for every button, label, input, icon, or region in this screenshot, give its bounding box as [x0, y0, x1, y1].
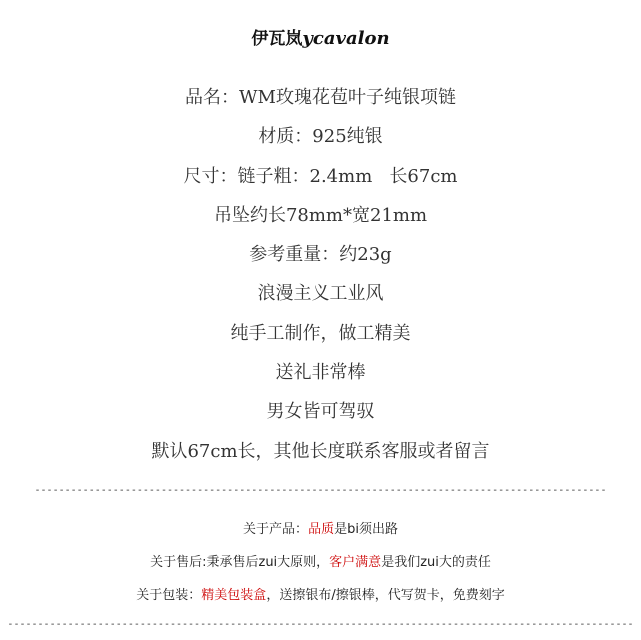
note-product: [0, 513, 641, 546]
note-product-suffix: 是bi须出路: [334, 522, 398, 537]
spec-pendant-size: 吊坠约长78mm*宽21mm: [213, 204, 428, 226]
service-notes: [0, 513, 641, 612]
spec-material: 材质：925纯银: [258, 126, 383, 148]
note-after-sales: [0, 546, 641, 579]
note-after-sales-suffix: 是我们zui大的责任: [381, 555, 491, 570]
divider-top: -----------------------------------------------------------------------------------------------: [34, 485, 607, 496]
note-packaging-prefix: 关于包装：: [136, 588, 202, 603]
note-product-prefix: 关于产品：: [243, 522, 309, 537]
brand-latin-name: ycavalon: [302, 28, 390, 49]
note-after-sales-prefix: 关于售后:秉承售后zui大原则，: [150, 555, 330, 570]
note-packaging: [0, 579, 641, 612]
brand-chinese-name: 伊瓦岚: [251, 29, 303, 49]
note-packaging-highlight: 精美包装盒: [201, 588, 267, 603]
spec-weight: 参考重量：约23g: [249, 244, 392, 266]
note-packaging-suffix: ，送擦银布/擦银棒，代写贺卡，免费刻字: [266, 588, 505, 603]
brand-title: [0, 24, 641, 49]
spec-style: 浪漫主义工业风: [257, 283, 384, 305]
spec-unisex: 男女皆可驾驭: [266, 401, 375, 423]
product-spec-list: [0, 78, 641, 471]
divider-bottom: --------------------------------------------------------------------------------------------------------: [7, 619, 634, 630]
spec-product-name: 品名：WM玫瑰花苞叶子纯银项链: [185, 87, 456, 108]
spec-craft: 纯手工制作，做工精美: [230, 322, 411, 344]
spec-dimensions: 尺寸：链子粗：2.4mm 长67cm: [183, 165, 458, 187]
spec-default-length: 默认67cm长，其他长度联系客服或者留言: [151, 440, 490, 462]
note-product-highlight: 品质: [308, 522, 335, 537]
spec-gift: 送礼非常棒: [275, 362, 366, 384]
note-after-sales-highlight: 客户满意: [329, 555, 382, 570]
